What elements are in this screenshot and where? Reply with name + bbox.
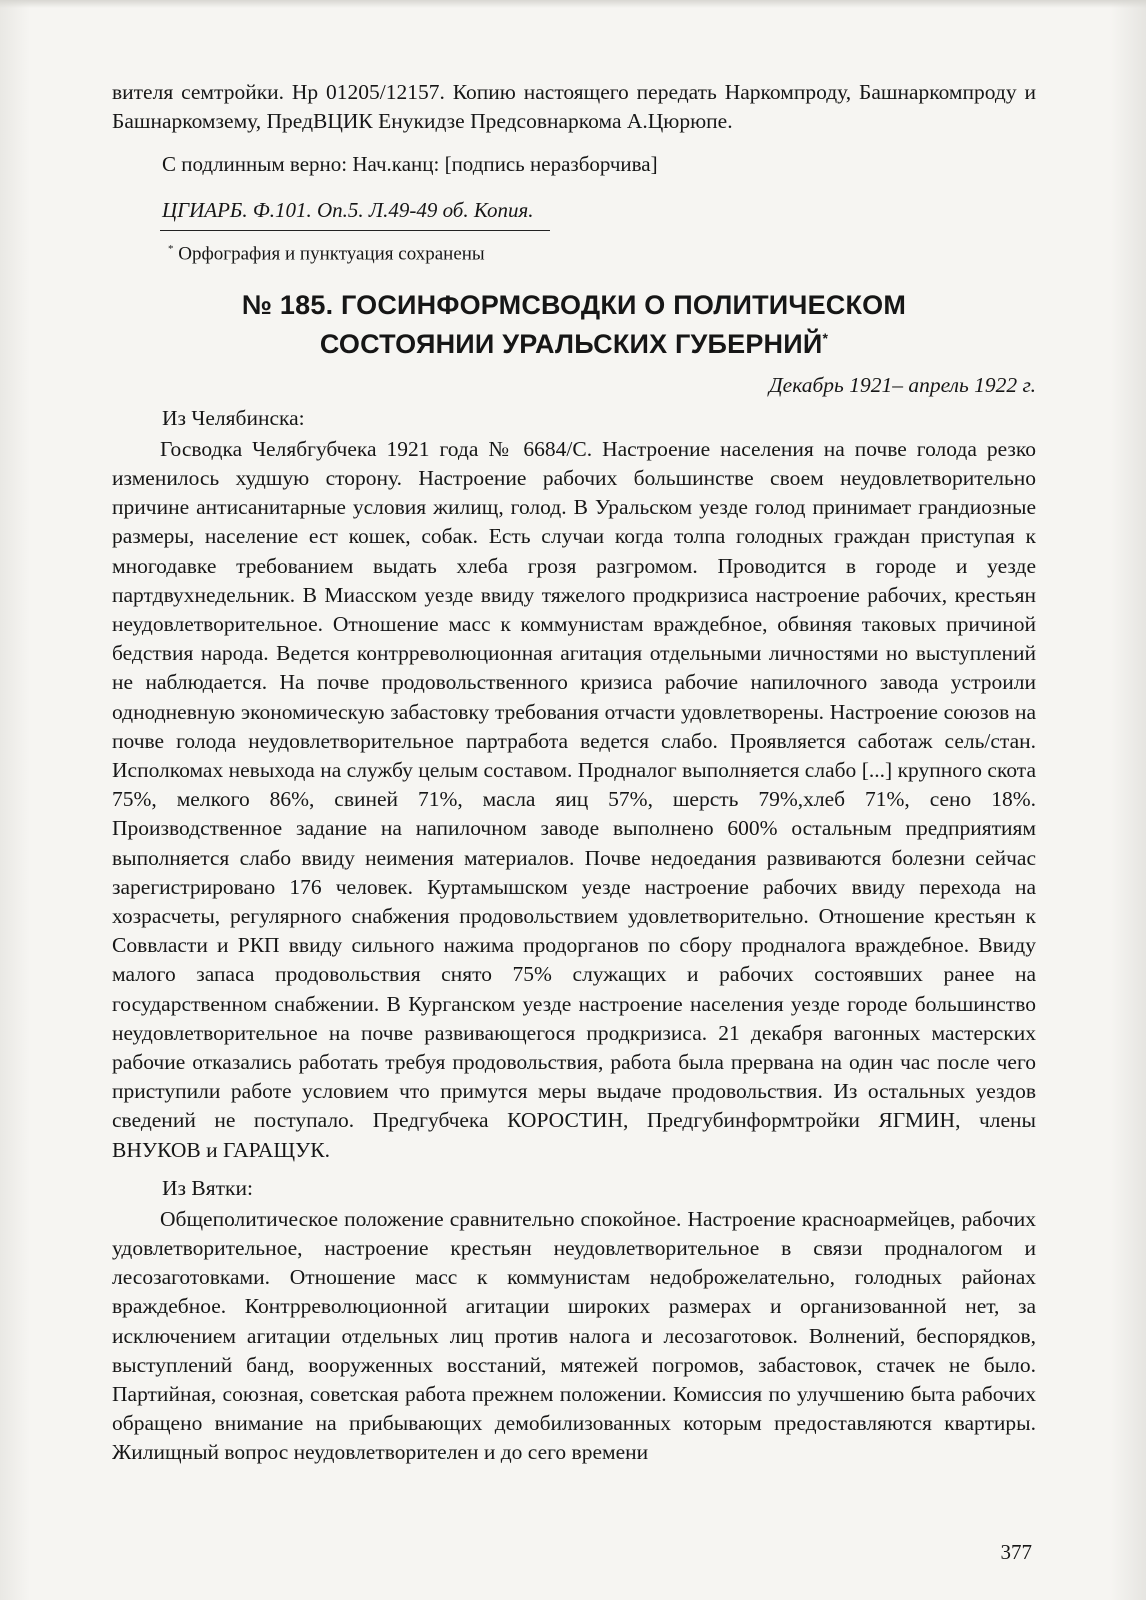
footnote-divider	[160, 230, 550, 231]
attestation-line: С подлинным верно: Нач.канц: [подпись неразборчива]	[162, 152, 658, 177]
archive-reference: ЦГИАРБ. Ф.101. Оп.5. Л.49-49 об. Копия.	[162, 198, 534, 223]
section-paragraph-vyatka: Общеполитическое положение сравнительно спокойное. Настроение красноармейцев, рабочих удовлетворительное, настроение крестьян неудовлетворительное в связи продналогом и лесозаготовками. Отношение масс к коммунистам недоброжелательно, голодных районах враждебное. Контрреволюционной агитации широких размерах и организованной нет, за исключением агитации отдельных лиц против налога и лесозаготовок. Волнений, беспорядков, выступлений банд, вооруженных восстаний, мятежей погромов, забастовок, стачек не было. Партийная, союзная, советская работа прежнем положении. Комиссия по улучшению быта рабочих обращено внимание на прибывающих демобилизованных которым предоставляются квартиры. Жилищный вопрос неудовлетворителен и до сего времени	[112, 1206, 1036, 1465]
page-top-shadow	[0, 0, 1146, 8]
page-number: 377	[1000, 1540, 1032, 1564]
title-footnote-marker: *	[822, 329, 829, 346]
document-title-line-1: № 185. ГОСИНФОРМСВОДКИ О ПОЛИТИЧЕСКОМ	[241, 289, 907, 320]
footnote	[112, 237, 1036, 266]
section-source-vyatka: Из Вятки:	[162, 1175, 253, 1200]
footnote-text: Орфография и пунктуация сохранены	[178, 243, 485, 265]
section-source-chelyabinsk: Из Челябинска:	[162, 405, 305, 430]
document-date-range: Декабрь 1921– апрель 1922 г.	[769, 372, 1036, 397]
footnote-marker: *	[168, 243, 174, 256]
document-title-line-2: СОСТОЯНИИ УРАЛЬСКИХ ГУБЕРНИЙ*	[319, 328, 829, 359]
section-paragraph-chelyabinsk: Госводка Челябгубчека 1921 года № 6684/С. Настроение населения на почве голода резко изменилось худшую сторону. Настроение рабочих большинстве своем неудовлетворительно причине антисанитарные условия жилищ, голод. В Уральском уезде голод принимает грандиозные размеры, население ест кошек, собак. Есть случаи когда толпа голодных граждан приступая к многодавке требованием выдать хлеба грозя разгромом. Проводится в городе и уезде партдвухнедельник. В Миасском уезде ввиду тяжелого продкризиса настроение рабочих, крестьян неудовлетворительное. Отношение масс к коммунистам враждебное, обвиняя таковых причиной бедствия народа. Ведется контрреволюционная агитация отдельными личностями но выступлений не наблюдается. На почве продовольственного кризиса рабочие напилочного завода устроили однодневную экономическую забастовку требования отчасти удовлетворены. Настроение союзов на почве голода неудовлетворительное партработа ведется слабо. Проявляется саботаж сель/стан. Исполкомах невыхода на службу целым составом. Продналог выполняется слабо [...] крупного скота 75%, мелкого 86%, свиней 71%, масла яиц 57%, шерсть 79%,хлеб 71%, сено 18%. Производственное задание на напилочном заводе выполнено 600% остальным предприятиям выполняется слабо ввиду неимения материалов. Почве недоедания развиваются болезни сейчас зарегистрировано 176 человек. Куртамышском уезде настроение рабочих ввиду перехода на хозрасчеты, регулярного снабжения продовольствием удовлетворительно. Отношение крестьян к Соввласти и РКП ввиду сильного нажима продорганов по сбору продналога враждебное. Ввиду малого запаса продовольствия снято 75% служащих и рабочих состоявших ранее на государственном снабжении. В Курганском уезде настроение населения уезде городе большинство неудовлетворительное на почве развивающегося продкризиса. 21 декабря вагонных мастерских рабочие отказались работать требуя продовольствия, работа была прервана на один час после чего приступили работе условием что примутся меры выдаче продовольствия. Из остальных уездов сведений не поступало. Предгубчека КОРОСТИН, Предгубинформтройки ЯГМИН, члены ВНУКОВ и ГАРАЩУК.	[112, 436, 1036, 1162]
document-title	[112, 289, 1036, 361]
continued-paragraph: вителя семтройки. Нр 01205/12157. Копию настоящего передать Наркомпроду, Башнаркомпроду и Башнаркомзему, ПредВЦИК Енукидзе Предсовнаркома А.Цюрюпе.	[112, 80, 1036, 134]
